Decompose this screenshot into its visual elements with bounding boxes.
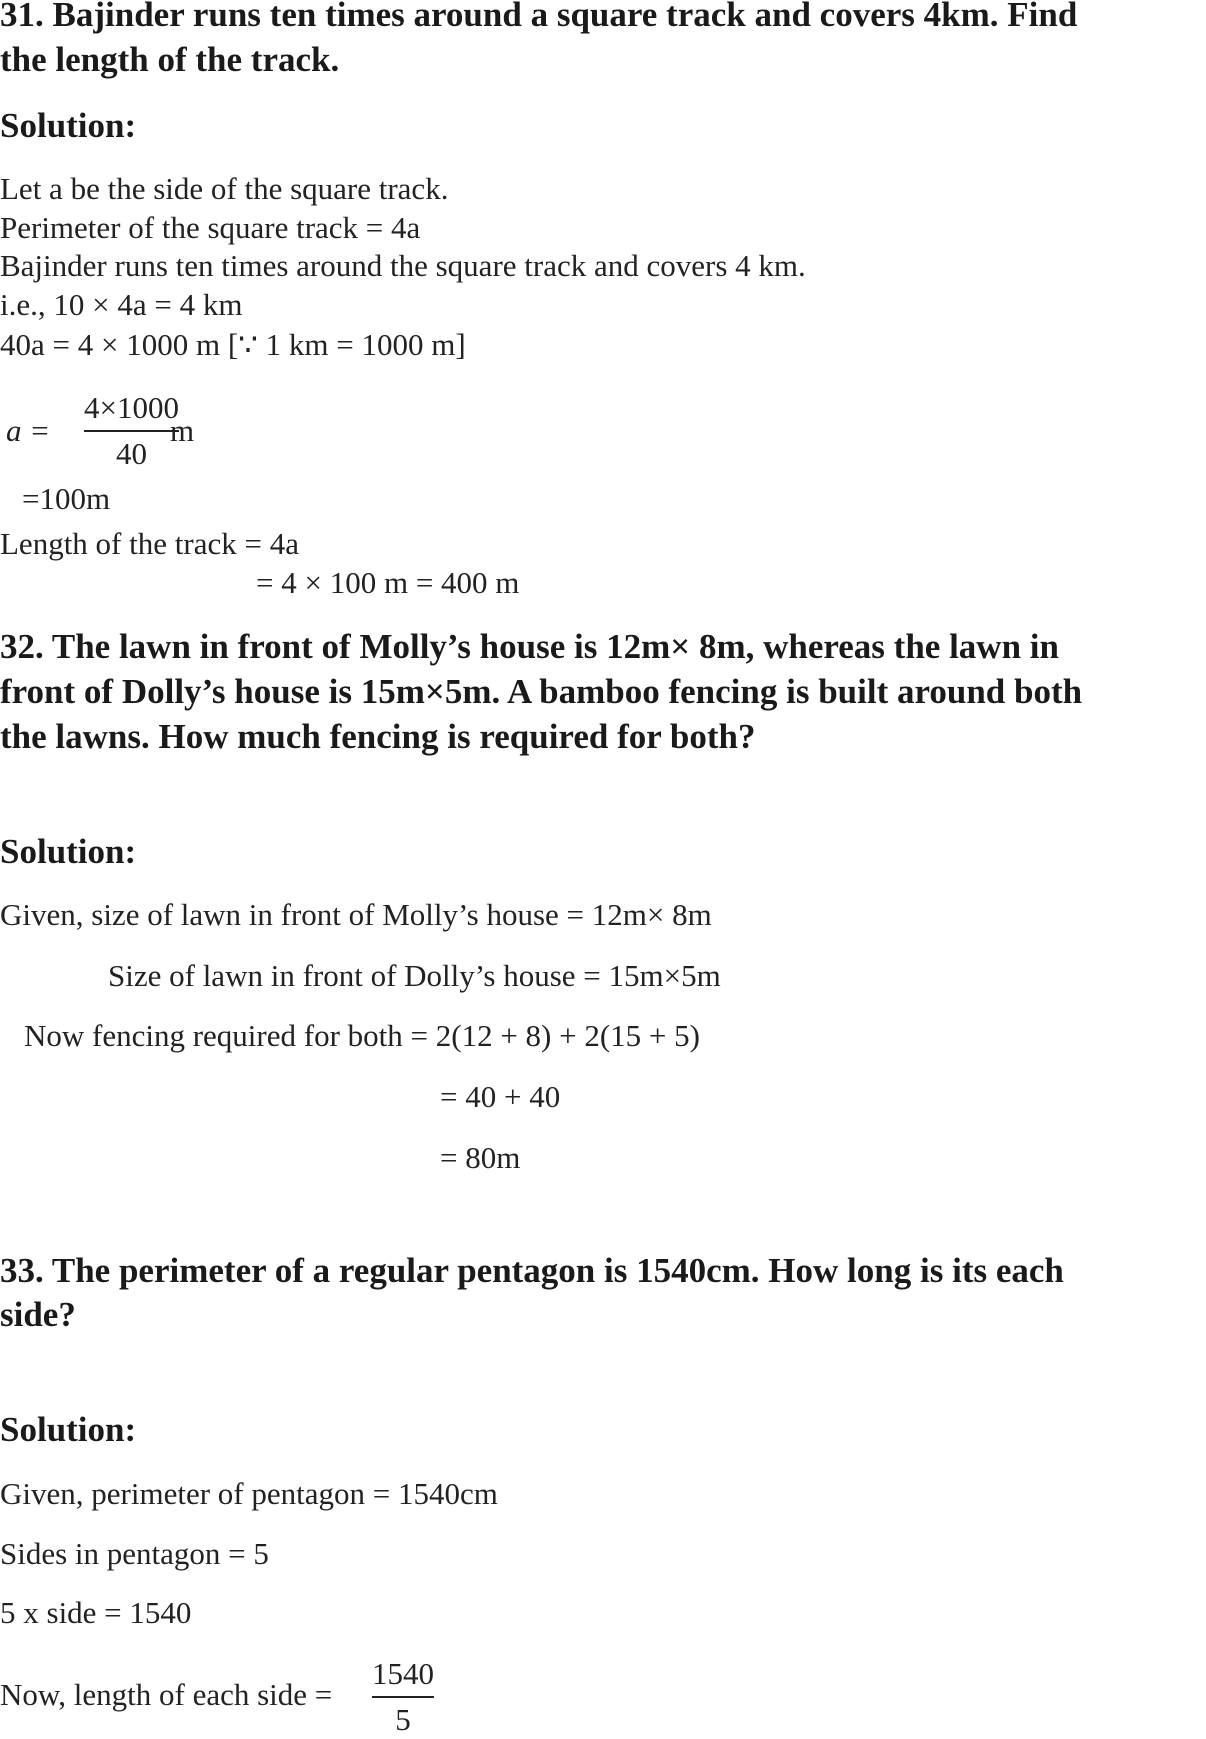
- question-title: the length of the track.: [0, 40, 340, 79]
- fraction: [372, 1655, 434, 1739]
- question-title: front of Dolly’s house is 15m×5m. A bamboo fencing is built around both: [0, 672, 1083, 711]
- solution-step: = 40 + 40: [440, 1079, 561, 1114]
- solution-heading: Solution:: [0, 1410, 137, 1449]
- solution-step: 40a = 4 × 1000 m [∵ 1 km = 1000 m]: [0, 327, 466, 362]
- solution-step: 5 x side = 1540: [0, 1595, 192, 1630]
- fraction-bar: [84, 430, 179, 432]
- solution-step: Now fencing required for both = 2(12 + 8) + 2(15 + 5): [24, 1018, 700, 1053]
- solution-step: Let a be the side of the square track.: [0, 171, 449, 206]
- numerator: 1540: [372, 1656, 434, 1691]
- question-title: 33. The perimeter of a regular pentagon is 1540cm. How long is its each: [0, 1251, 1064, 1290]
- solution-step: Now, length of each side =: [0, 1677, 333, 1712]
- unit: m: [170, 413, 195, 448]
- solution-step: = 80m: [440, 1140, 521, 1175]
- fraction-bar: [372, 1696, 434, 1698]
- result: =100m: [22, 481, 111, 516]
- question-title: 32. The lawn in front of Molly’s house is 12m× 8m, whereas the lawn in: [0, 627, 1059, 666]
- solution-step: Bajinder runs ten times around the square track and covers 4 km.: [0, 248, 806, 283]
- solution-step: Size of lawn in front of Dolly’s house = 15m×5m: [108, 958, 721, 993]
- question-title: the lawns. How much fencing is required for both?: [0, 717, 756, 756]
- solution-step: Given, perimeter of pentagon = 1540cm: [0, 1476, 498, 1511]
- solution-step: = 4 × 100 m = 400 m: [256, 565, 520, 600]
- solution-step: Perimeter of the square track = 4a: [0, 210, 421, 245]
- solution-step: Sides in pentagon = 5: [0, 1536, 269, 1571]
- solution-step: Length of the track = 4a: [0, 526, 299, 561]
- solution-heading: Solution:: [0, 106, 137, 145]
- denominator: 5: [395, 1701, 411, 1737]
- fraction-lhs: a =: [6, 413, 51, 448]
- solution-heading: Solution:: [0, 832, 137, 871]
- solution-step: i.e., 10 × 4a = 4 km: [0, 287, 243, 322]
- denominator: 40: [115, 436, 147, 471]
- fraction: [84, 389, 179, 473]
- question-title: 31. Bajinder runs ten times around a square track and covers 4km. Find: [0, 0, 1078, 34]
- numerator: 4×1000: [84, 390, 179, 425]
- solution-step: Given, size of lawn in front of Molly’s house = 12m× 8m: [0, 897, 712, 932]
- question-title: side?: [0, 1295, 76, 1334]
